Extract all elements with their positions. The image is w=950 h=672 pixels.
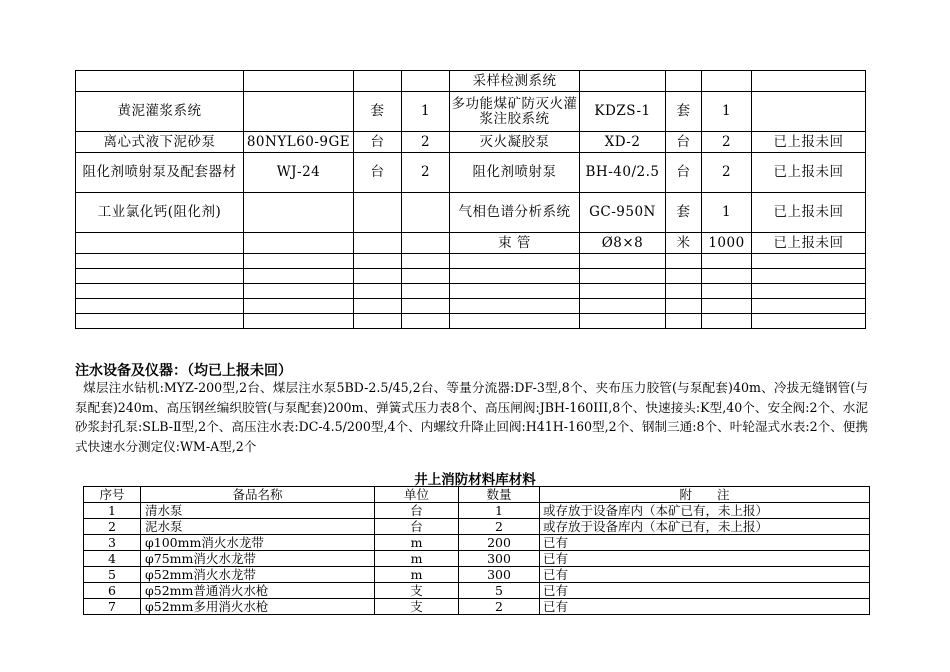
- equipment-cell-model2: [580, 299, 666, 314]
- equipment-cell-unit2: [666, 269, 702, 284]
- equipment-cell-unit2: [666, 71, 702, 92]
- equipment-cell-unit2: [666, 314, 702, 329]
- fire-cell-note: 或存放于设备库内（本矿已有，未上报）: [540, 519, 870, 535]
- equipment-row: [76, 193, 866, 233]
- equipment-row: [76, 233, 866, 254]
- equipment-cell-item: [76, 233, 244, 254]
- equipment-cell-unit: [354, 254, 402, 269]
- equipment-cell-item2: [450, 299, 580, 314]
- equipment-cell-qty2: [702, 284, 752, 299]
- equipment-cell-unit: [354, 269, 402, 284]
- fire-cell-unit: m: [375, 567, 459, 583]
- equipment-cell-note: [752, 299, 866, 314]
- header-unit: 单位: [375, 487, 459, 503]
- equipment-cell-model2: [580, 284, 666, 299]
- fire-cell-index: 3: [84, 535, 141, 551]
- fire-cell-unit: 支: [375, 583, 459, 599]
- equipment-table: [75, 70, 866, 329]
- equipment-cell-unit: [354, 71, 402, 92]
- equipment-cell-unit: [354, 314, 402, 329]
- equipment-cell-note: 已上报未回: [752, 233, 866, 254]
- equipment-cell-item2: 气相色谱分析系统: [450, 193, 580, 233]
- fire-cell-quantity: 2: [459, 519, 540, 535]
- equipment-cell-model2: Ø8×8: [580, 233, 666, 254]
- equipment-cell-model2: [580, 254, 666, 269]
- equipment-cell-qty2: 2: [702, 153, 752, 193]
- equipment-cell-qty2: 2: [702, 132, 752, 153]
- equipment-cell-model: [244, 314, 354, 329]
- equipment-cell-unit2: 台: [666, 153, 702, 193]
- equipment-cell-model2: XD-2: [580, 132, 666, 153]
- fire-cell-name: φ75mm消火水龙带: [141, 551, 375, 567]
- equipment-cell-qty: 2: [402, 132, 450, 153]
- fire-materials-title: 井上消防材料库材料: [414, 472, 536, 488]
- fire-cell-quantity: 300: [459, 567, 540, 583]
- equipment-cell-qty2: [702, 254, 752, 269]
- equipment-cell-qty: [402, 299, 450, 314]
- equipment-cell-model: 80NYL60-9GE: [244, 132, 354, 153]
- equipment-cell-qty: [402, 71, 450, 92]
- equipment-row: [76, 92, 866, 132]
- equipment-cell-item: [76, 269, 244, 284]
- header-name: 备品名称: [141, 487, 375, 503]
- fire-table-header-row: [84, 487, 870, 503]
- header-index: 序号: [84, 487, 141, 503]
- header-note: 附 注: [540, 487, 870, 503]
- fire-material-row: [84, 519, 870, 535]
- equipment-cell-item: [76, 284, 244, 299]
- fire-cell-index: 2: [84, 519, 141, 535]
- equipment-cell-model: [244, 233, 354, 254]
- equipment-cell-model: [244, 193, 354, 233]
- equipment-cell-note: [752, 284, 866, 299]
- equipment-cell-item2: [450, 269, 580, 284]
- fire-cell-unit: m: [375, 535, 459, 551]
- fire-cell-note: 已有: [540, 567, 870, 583]
- fire-material-row: [84, 551, 870, 567]
- equipment-cell-model: [244, 71, 354, 92]
- fire-cell-quantity: 200: [459, 535, 540, 551]
- fire-material-row: [84, 567, 870, 583]
- equipment-cell-item: [76, 254, 244, 269]
- equipment-cell-item2: 多功能煤矿防灭火灌浆注胶系统: [450, 92, 580, 132]
- equipment-cell-item: 黄泥灌浆系统: [76, 92, 244, 132]
- equipment-cell-item2: 灭火凝胶泵: [450, 132, 580, 153]
- equipment-cell-item: [76, 299, 244, 314]
- equipment-cell-unit: [354, 299, 402, 314]
- equipment-cell-qty: [402, 314, 450, 329]
- equipment-cell-qty: 2: [402, 153, 450, 193]
- fire-cell-name: 清水泵: [141, 503, 375, 519]
- fire-material-row: [84, 503, 870, 519]
- water-injection-text: [75, 378, 868, 456]
- equipment-cell-unit2: [666, 254, 702, 269]
- equipment-cell-qty2: 1000: [702, 233, 752, 254]
- equipment-row: [76, 269, 866, 284]
- equipment-cell-note: [752, 92, 866, 132]
- equipment-cell-unit: 套: [354, 92, 402, 132]
- equipment-cell-item: [76, 71, 244, 92]
- equipment-cell-note: 已上报未回: [752, 153, 866, 193]
- fire-cell-name: φ100mm消火水龙带: [141, 535, 375, 551]
- equipment-row: [76, 284, 866, 299]
- fire-cell-index: 1: [84, 503, 141, 519]
- equipment-cell-unit2: 米: [666, 233, 702, 254]
- equipment-cell-model2: GC-950N: [580, 193, 666, 233]
- equipment-cell-qty2: 1: [702, 193, 752, 233]
- equipment-cell-model: [244, 254, 354, 269]
- water-injection-body: 煤层注水钻机:MYZ-200型,2台、煤层注水泵5BD-2.5/45,2台、等量分流器:DF-3型,8个、夹布压力胶管(与泵配套)40m、冷拔无缝钢管(与泵配套)240m、高压钢丝编织胶管(与泵配套)200m、弹簧式压力表8个、高压闸阀:JBH-160III,8个、快速接头:K型,40个、安全阀:2个、水泥砂浆封孔泵:SLB-Ⅱ型,2个、高压注水表:DC-4.5/200型,4个、内螺纹升降止回阀:H41H-160型,2个、钢制三通:8个、叶轮湿式水表:2个、便携式快速水分测定仪:WM-A型,2个: [75, 380, 868, 454]
- equipment-cell-item2: [450, 284, 580, 299]
- equipment-cell-model2: BH-40/2.5: [580, 153, 666, 193]
- fire-materials-table: [83, 486, 870, 615]
- equipment-cell-unit: 台: [354, 153, 402, 193]
- equipment-cell-unit: [354, 233, 402, 254]
- equipment-cell-item: 阻化剂喷射泵及配套器材: [76, 153, 244, 193]
- equipment-cell-qty: [402, 254, 450, 269]
- fire-cell-note: 或存放于设备库内（本矿已有，未上报）: [540, 503, 870, 519]
- equipment-cell-qty2: 1: [702, 92, 752, 132]
- fire-cell-index: 7: [84, 599, 141, 615]
- fire-cell-note: 已有: [540, 599, 870, 615]
- equipment-cell-item2: 阻化剂喷射泵: [450, 153, 580, 193]
- equipment-cell-note: [752, 254, 866, 269]
- fire-cell-unit: 台: [375, 519, 459, 535]
- equipment-cell-unit2: [666, 299, 702, 314]
- equipment-cell-model: [244, 269, 354, 284]
- fire-cell-unit: 台: [375, 503, 459, 519]
- equipment-row: [76, 299, 866, 314]
- equipment-cell-model: [244, 284, 354, 299]
- equipment-row: [76, 71, 866, 92]
- equipment-cell-unit: [354, 284, 402, 299]
- equipment-cell-qty: [402, 233, 450, 254]
- equipment-cell-model: [244, 92, 354, 132]
- equipment-cell-unit2: [666, 284, 702, 299]
- fire-material-row: [84, 535, 870, 551]
- fire-cell-quantity: 5: [459, 583, 540, 599]
- equipment-row: [76, 132, 866, 153]
- equipment-cell-item2: [450, 314, 580, 329]
- equipment-cell-qty: [402, 269, 450, 284]
- equipment-cell-note: 已上报未回: [752, 132, 866, 153]
- fire-cell-index: 5: [84, 567, 141, 583]
- equipment-cell-qty: [402, 284, 450, 299]
- equipment-cell-note: [752, 71, 866, 92]
- fire-material-row: [84, 583, 870, 599]
- equipment-cell-model2: [580, 314, 666, 329]
- equipment-cell-unit: [354, 193, 402, 233]
- equipment-cell-model: WJ-24: [244, 153, 354, 193]
- fire-cell-index: 6: [84, 583, 141, 599]
- equipment-row: [76, 314, 866, 329]
- fire-cell-index: 4: [84, 551, 141, 567]
- header-quantity: 数量: [459, 487, 540, 503]
- equipment-cell-qty2: [702, 71, 752, 92]
- equipment-cell-unit2: 套: [666, 92, 702, 132]
- equipment-cell-item2: [450, 254, 580, 269]
- equipment-cell-unit2: 套: [666, 193, 702, 233]
- fire-material-row: [84, 599, 870, 615]
- equipment-cell-qty2: [702, 314, 752, 329]
- equipment-cell-qty: [402, 193, 450, 233]
- fire-cell-name: φ52mm多用消火水枪: [141, 599, 375, 615]
- equipment-cell-note: [752, 314, 866, 329]
- fire-cell-note: 已有: [540, 583, 870, 599]
- equipment-cell-qty: 1: [402, 92, 450, 132]
- fire-cell-note: 已有: [540, 551, 870, 567]
- equipment-cell-unit: 台: [354, 132, 402, 153]
- fire-cell-name: 泥水泵: [141, 519, 375, 535]
- equipment-cell-item: 工业氯化钙(阻化剂): [76, 193, 244, 233]
- fire-cell-unit: m: [375, 551, 459, 567]
- equipment-cell-model2: [580, 71, 666, 92]
- equipment-cell-unit2: 台: [666, 132, 702, 153]
- fire-cell-quantity: 2: [459, 599, 540, 615]
- fire-cell-quantity: 300: [459, 551, 540, 567]
- water-injection-title: 注水设备及仪器：（均已上报未回）: [75, 363, 292, 379]
- equipment-cell-model2: KDZS-1: [580, 92, 666, 132]
- equipment-cell-model2: [580, 269, 666, 284]
- equipment-cell-item: [76, 314, 244, 329]
- fire-cell-name: φ52mm消火水龙带: [141, 567, 375, 583]
- fire-cell-unit: 支: [375, 599, 459, 615]
- equipment-cell-item2: 采样检测系统: [450, 71, 580, 92]
- equipment-cell-qty2: [702, 269, 752, 284]
- equipment-cell-qty2: [702, 299, 752, 314]
- fire-cell-quantity: 1: [459, 503, 540, 519]
- equipment-cell-item: 离心式液下泥砂泵: [76, 132, 244, 153]
- fire-cell-note: 已有: [540, 535, 870, 551]
- equipment-cell-item2: 束 管: [450, 233, 580, 254]
- fire-cell-name: φ52mm普通消火水枪: [141, 583, 375, 599]
- equipment-row: [76, 153, 866, 193]
- equipment-cell-note: [752, 269, 866, 284]
- equipment-row: [76, 254, 866, 269]
- equipment-cell-model: [244, 299, 354, 314]
- equipment-cell-note: 已上报未回: [752, 193, 866, 233]
